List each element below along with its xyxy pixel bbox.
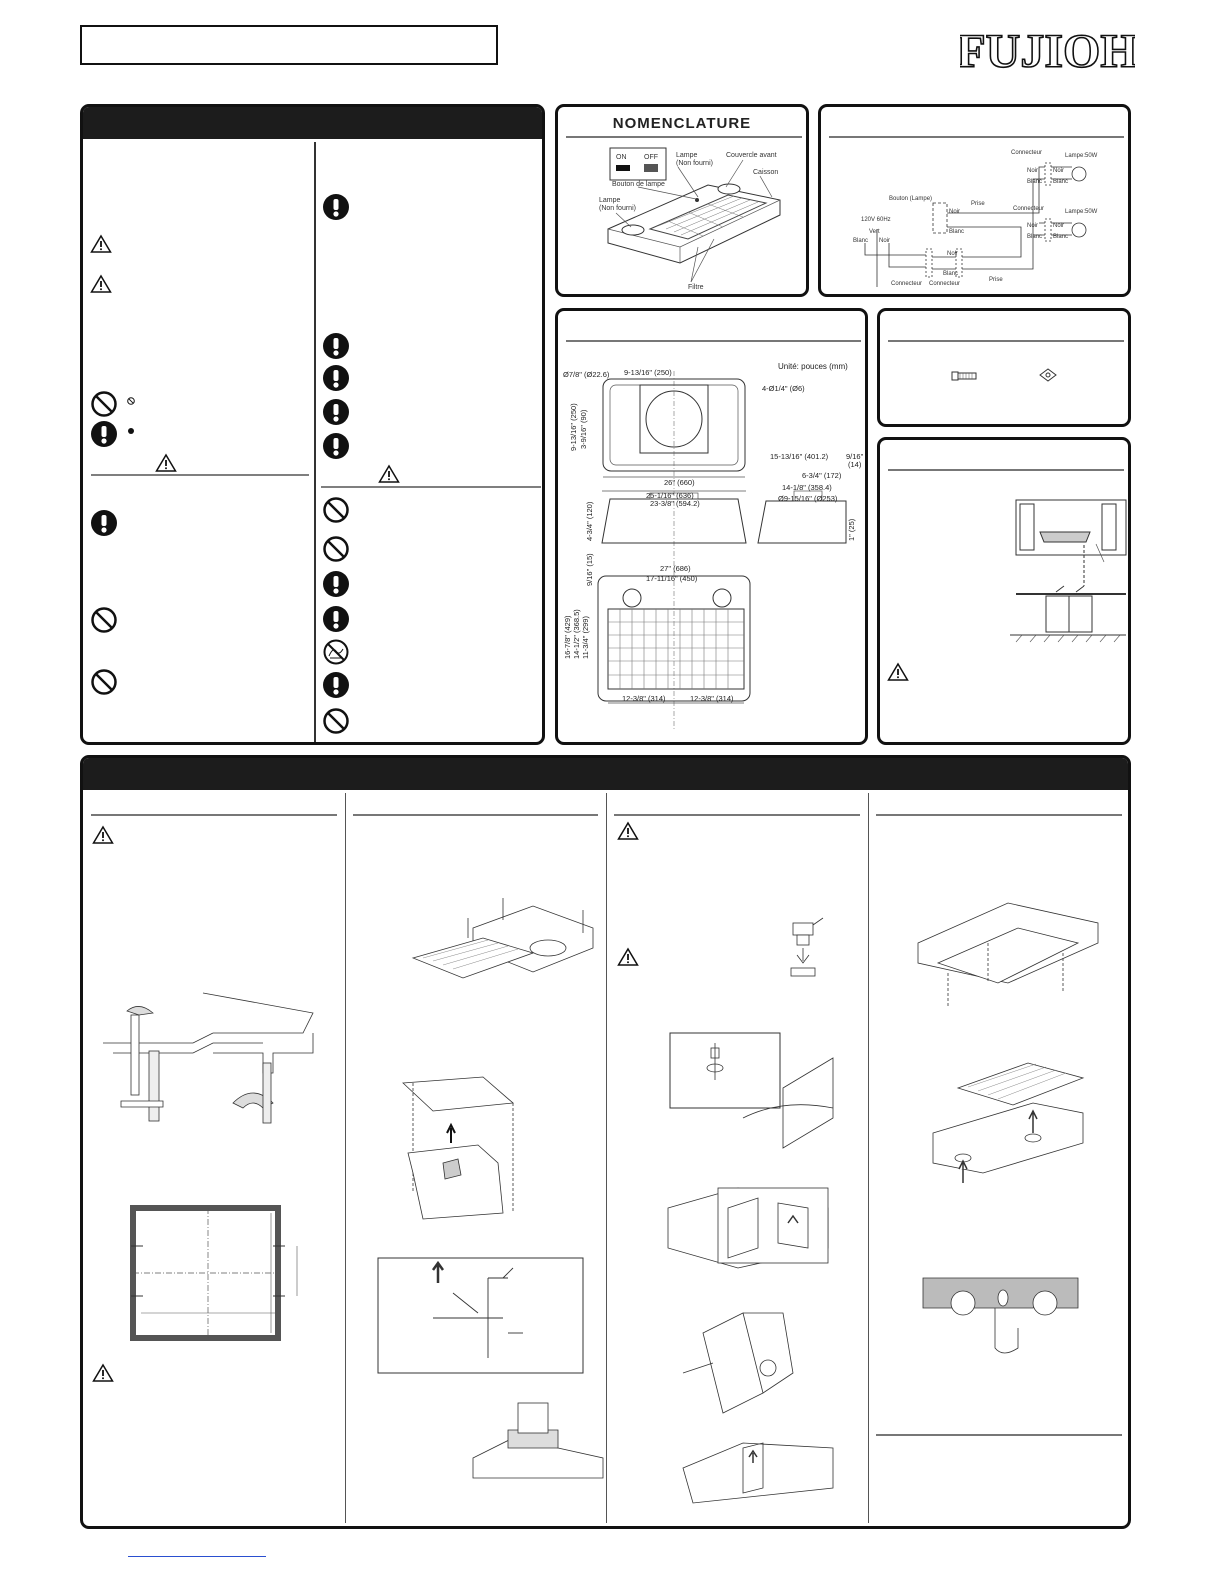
svg-text:Prise: Prise (971, 201, 985, 207)
svg-text:FUJIOH: FUJIOH (960, 25, 1135, 78)
svg-text:9-13/16" (250): 9-13/16" (250) (569, 403, 578, 451)
svg-text:Bouton de lampe: Bouton de lampe (612, 181, 665, 188)
clearance-panel (877, 437, 1131, 745)
screw-icon (952, 372, 976, 380)
clearance-drawing (880, 440, 1131, 745)
svg-text:Noir: Noir (1053, 168, 1065, 174)
svg-text:15-13/16" (401.2): 15-13/16" (401.2) (770, 452, 829, 461)
svg-text:1" (25): 1" (25) (847, 518, 856, 541)
svg-text:27" (686): 27" (686) (660, 564, 691, 573)
svg-text:Noir: Noir (1027, 223, 1039, 229)
svg-text:(14): (14) (848, 460, 862, 469)
svg-text:OFF: OFF (644, 154, 658, 161)
installation-panel (80, 755, 1131, 1529)
svg-text:Noir: Noir (949, 209, 961, 215)
brand-logo (960, 20, 1135, 78)
svg-text:Connecteur: Connecteur (929, 281, 961, 287)
svg-text:9-13/16" (250): 9-13/16" (250) (624, 368, 672, 377)
svg-text:(Non fourni): (Non fourni) (599, 205, 636, 212)
svg-text:Prise: Prise (989, 277, 1003, 283)
svg-text:Vert: Vert (869, 229, 880, 235)
svg-text:4-3/4" (120): 4-3/4" (120) (585, 501, 594, 541)
svg-text:Noir: Noir (1053, 223, 1065, 229)
svg-text:17-11/16" (450): 17-11/16" (450) (646, 574, 698, 583)
svg-text:Lampe: Lampe (676, 152, 698, 159)
svg-text:Connecteur: Connecteur (891, 281, 923, 287)
svg-text:Connecteur: Connecteur (1013, 206, 1045, 212)
svg-text:Lampe: Lampe (599, 197, 621, 204)
svg-text:(Non fourni): (Non fourni) (676, 160, 713, 167)
svg-text:4-Ø1/4" (Ø6): 4-Ø1/4" (Ø6) (762, 384, 805, 393)
svg-text:6-3/4" (172): 6-3/4" (172) (802, 471, 842, 480)
wiring-panel (818, 104, 1131, 297)
svg-text:Lampe:50W: Lampe:50W (1065, 209, 1098, 215)
svg-text:Blanc: Blanc (949, 229, 965, 235)
svg-text:11-3/4" (299): 11-3/4" (299) (581, 616, 590, 659)
svg-text:Filtre: Filtre (688, 284, 704, 291)
nomenclature-panel (555, 104, 809, 297)
svg-text:Connecteur: Connecteur (1011, 150, 1043, 156)
svg-text:Caisson: Caisson (753, 169, 779, 176)
svg-text:9/16" (15): 9/16" (15) (585, 553, 594, 586)
dimension-drawings (558, 311, 868, 745)
svg-text:Couvercle avant: Couvercle avant (726, 152, 777, 159)
svg-text:23-3/8" (594.2): 23-3/8" (594.2) (650, 499, 700, 508)
anchor-icon (1040, 369, 1056, 381)
svg-text:Blanc: Blanc (1027, 179, 1043, 185)
footer-link-underline[interactable] (128, 1556, 266, 1557)
svg-text:Blanc: Blanc (1053, 179, 1069, 185)
svg-text:Lampe:50W: Lampe:50W (1065, 153, 1098, 159)
svg-text:26" (660): 26" (660) (664, 478, 695, 487)
dimensions-panel (555, 308, 868, 745)
wiring-diagram (821, 107, 1131, 297)
svg-text:Noir: Noir (879, 238, 891, 244)
svg-text:Ø9-15/16" (Ø253): Ø9-15/16" (Ø253) (778, 494, 838, 503)
svg-text:Unité: pouces (mm): Unité: pouces (mm) (778, 362, 848, 371)
title-box (80, 25, 498, 65)
svg-text:Ø7/8" (Ø22.6): Ø7/8" (Ø22.6) (563, 370, 610, 379)
svg-text:Blanc: Blanc (1053, 234, 1069, 240)
installation-drawings (83, 758, 1131, 1529)
nomenclature-title: NOMENCLATURE (612, 115, 752, 132)
svg-text:Noir: Noir (947, 251, 959, 257)
svg-text:Bouton (Lampe): Bouton (Lampe) (889, 196, 933, 202)
svg-text:Blanc: Blanc (1027, 234, 1043, 240)
hood-illustration (558, 107, 809, 297)
safety-icons (83, 107, 545, 745)
accessory-icons (880, 311, 1131, 427)
accessories-panel (877, 308, 1131, 427)
svg-text:25-1/16" (636): 25-1/16" (636) (646, 491, 694, 500)
svg-text:Noir: Noir (1027, 168, 1039, 174)
svg-text:12-3/8" (314): 12-3/8" (314) (622, 694, 666, 703)
svg-text:ON: ON (616, 154, 627, 161)
svg-text:Blanc: Blanc (853, 238, 869, 244)
svg-text:14-1/8" (358.4): 14-1/8" (358.4) (782, 483, 832, 492)
svg-text:Blanc: Blanc (943, 271, 959, 277)
svg-text:14-1/2" (368.5): 14-1/2" (368.5) (572, 609, 581, 659)
svg-text:12-3/8" (314): 12-3/8" (314) (690, 694, 734, 703)
svg-text:9/16": 9/16" (846, 452, 864, 461)
svg-text:120V 60Hz: 120V 60Hz (861, 217, 891, 223)
svg-text:3-9/16" (90): 3-9/16" (90) (579, 409, 588, 449)
safety-panel (80, 104, 545, 745)
svg-text:16-7/8" (429): 16-7/8" (429) (563, 615, 572, 659)
